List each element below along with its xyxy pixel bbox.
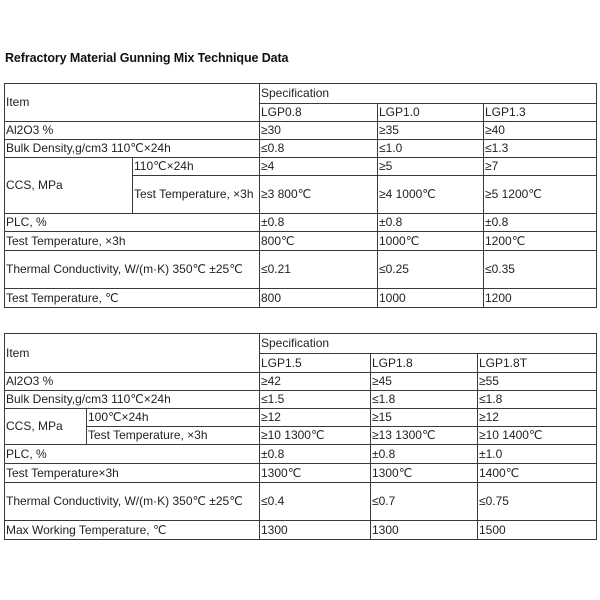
table-row (5, 158, 597, 176)
row-label: Test Temperature, ℃ (5, 289, 260, 308)
row-label: Thermal Conductivity, W/(m·K) 350℃ ±25℃ (5, 251, 260, 289)
value-cell: 1200℃ (484, 232, 597, 251)
item-header: Item (5, 84, 260, 122)
row-label: Thermal Conductivity, W/(m·K) 350℃ ±25℃ (5, 483, 260, 521)
row-label: Bulk Density,g/cm3 110℃×24h (5, 391, 260, 409)
value-cell: ≥4 1000℃ (378, 176, 484, 214)
sub-row-label: 110℃×24h (133, 158, 260, 176)
table-row (5, 122, 597, 140)
value-cell: ≤0.75 (478, 483, 597, 521)
row-label: Al2O3 % (5, 122, 260, 140)
value-cell: ±0.8 (484, 214, 597, 232)
sub-row-label: 100℃×24h (87, 409, 260, 427)
value-cell: ≥10 1300℃ (260, 427, 371, 445)
row-label: Max Working Temperature, ℃ (5, 521, 260, 540)
value-cell: ≥4 (260, 158, 378, 176)
spec-table-1 (4, 83, 597, 308)
value-cell: ≥15 (371, 409, 478, 427)
value-cell: ≥12 (478, 409, 597, 427)
value-cell: 1400℃ (478, 464, 597, 483)
value-cell: 1000℃ (378, 232, 484, 251)
table-row (5, 427, 597, 445)
value-cell: ±0.8 (260, 214, 378, 232)
specification-header: Specification (260, 84, 597, 104)
value-cell: ≥7 (484, 158, 597, 176)
value-cell: 1300 (260, 521, 371, 540)
table-row (5, 464, 597, 483)
grade-cell: LGP1.5 (260, 354, 371, 373)
value-cell: ±0.8 (260, 445, 371, 464)
item-header: Item (5, 334, 260, 373)
spec-table-2 (4, 333, 597, 540)
table-row (5, 232, 597, 251)
table-row (5, 84, 597, 104)
value-cell: ≥35 (378, 122, 484, 140)
sub-row-label: Test Temperature, ×3h (133, 176, 260, 214)
value-cell: ≤1.0 (378, 140, 484, 158)
grade-cell: LGP1.0 (378, 104, 484, 122)
value-cell: ≥13 1300℃ (371, 427, 478, 445)
table-row (5, 373, 597, 391)
value-cell: ≥42 (260, 373, 371, 391)
value-cell: ≤0.25 (378, 251, 484, 289)
value-cell: ≥3 800℃ (260, 176, 378, 214)
value-cell: ±0.8 (378, 214, 484, 232)
page-title: Refractory Material Gunning Mix Technique Data (5, 51, 289, 65)
specification-header: Specification (260, 334, 597, 354)
value-cell: ≥10 1400℃ (478, 427, 597, 445)
value-cell: ≤0.8 (260, 140, 378, 158)
value-cell: 800℃ (260, 232, 378, 251)
grade-cell: LGP0.8 (260, 104, 378, 122)
value-cell: ≥5 1200℃ (484, 176, 597, 214)
row-label: PLC, % (5, 214, 260, 232)
table-row (5, 251, 597, 289)
value-cell: 1000 (378, 289, 484, 308)
table-row (5, 140, 597, 158)
row-label: Al2O3 % (5, 373, 260, 391)
value-cell: ≤0.21 (260, 251, 378, 289)
value-cell: ±1.0 (478, 445, 597, 464)
row-label: Bulk Density,g/cm3 110℃×24h (5, 140, 260, 158)
value-cell: 1300℃ (371, 464, 478, 483)
row-label: CCS, MPa (5, 158, 133, 214)
value-cell: 800 (260, 289, 378, 308)
row-label: Test Temperature×3h (5, 464, 260, 483)
value-cell: ≤0.7 (371, 483, 478, 521)
value-cell: ≥12 (260, 409, 371, 427)
table-row (5, 483, 597, 521)
table-row (5, 409, 597, 427)
table-row (5, 391, 597, 409)
grade-cell: LGP1.8 (371, 354, 478, 373)
table-row (5, 289, 597, 308)
sub-row-label: Test Temperature, ×3h (87, 427, 260, 445)
value-cell: 1300 (371, 521, 478, 540)
value-cell: ≤1.5 (260, 391, 371, 409)
table-row (5, 445, 597, 464)
value-cell: 1500 (478, 521, 597, 540)
grade-cell: LGP1.8T (478, 354, 597, 373)
value-cell: ≤1.8 (478, 391, 597, 409)
value-cell: ≤1.3 (484, 140, 597, 158)
value-cell: ≥45 (371, 373, 478, 391)
row-label: Test Temperature, ×3h (5, 232, 260, 251)
value-cell: ≥5 (378, 158, 484, 176)
value-cell: ±0.8 (371, 445, 478, 464)
value-cell: 1200 (484, 289, 597, 308)
row-label: CCS, MPa (5, 409, 87, 445)
value-cell: ≥40 (484, 122, 597, 140)
value-cell: 1300℃ (260, 464, 371, 483)
value-cell: ≤1.8 (371, 391, 478, 409)
value-cell: ≤0.4 (260, 483, 371, 521)
table-row (5, 334, 597, 354)
table-row (5, 214, 597, 232)
value-cell: ≤0.35 (484, 251, 597, 289)
row-label: PLC, % (5, 445, 260, 464)
value-cell: ≥55 (478, 373, 597, 391)
table-row (5, 521, 597, 540)
grade-cell: LGP1.3 (484, 104, 597, 122)
value-cell: ≥30 (260, 122, 378, 140)
